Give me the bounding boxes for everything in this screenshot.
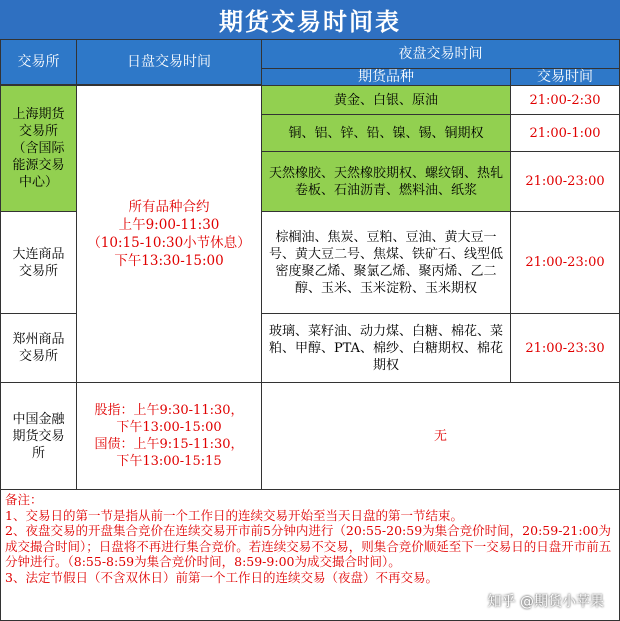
cffex-day-line-3: 国债：上午9:15-11:30， [94, 437, 244, 452]
day-session-common [76, 85, 262, 383]
zhengzhou-night-time: 21:00-23:30 [510, 313, 620, 383]
shanghai-night-time-1: 21:00-2:30 [510, 85, 620, 115]
dalian-night-varieties: 棕榈油、焦炭、豆粕、豆油、黄大豆一号、黄大豆二号、焦煤、铁矿石、线型低密度聚乙烯、聚氯乙烯、聚丙烯、乙二醇、玉米、玉米淀粉、玉米期权 [261, 211, 511, 314]
watermark: 知乎 @期货小苹果 [487, 594, 604, 610]
note-item-2: 2、夜盘交易的开盘集合竞价在连续交易开市前5分钟内进行（20:55-20:59为集合竞价时间，20:59-21:00为成交撮合时间）；日盘将不再进行集合竞价。若连续交易不交易，则集合竞价顺延至下一交易日的日盘开市前五分钟进行。（8:55-8:59为集合竞价时间，8:59-9:00为成交撮合时间）。 [5, 523, 612, 569]
cffex-day-line-4: 下午13:00-15:15 [116, 454, 222, 469]
exchange-cffex: 中国金融期货交易所 [0, 382, 77, 490]
header-exchange: 交易所 [0, 39, 77, 85]
exchange-shanghai: 上海期货交易所（含国际能源交易中心） [0, 85, 77, 212]
day-common-line-1: 所有品种合约 [128, 199, 210, 215]
note-item-3: 3、法定节假日（不含双休日）前第一个工作日的连续交易（夜盘）不再交易。 [5, 569, 438, 585]
shanghai-night-varieties-3: 天然橡胶、天然橡胶期权、螺纹钢、热轧卷板、石油沥青、燃料油、纸浆 [261, 151, 511, 212]
zhengzhou-night-varieties: 玻璃、菜籽油、动力煤、白糖、棉花、菜粕、甲醇、PTA、棉纱、白糖期权、棉花期权 [261, 313, 511, 383]
page-title: 期货交易时间表 [0, 0, 620, 39]
shanghai-night-time-3: 21:00-23:00 [510, 151, 620, 212]
header-night-session: 夜盘交易时间 [261, 39, 620, 69]
note-item-1: 1、交易日的第一节是指从前一个工作日的连续交易开始至当天日盘的第一节结束。 [5, 507, 463, 523]
shanghai-night-varieties-1: 黄金、白银、原油 [261, 85, 511, 115]
header-varieties: 期货品种 [261, 68, 511, 86]
dalian-night-time: 21:00-23:00 [510, 211, 620, 314]
shanghai-night-time-2: 21:00-1:00 [510, 114, 620, 152]
cffex-day-line-1: 股指：上午9:30-11:30， [94, 403, 244, 418]
day-common-line-2: 上午9:00-11:30 [118, 217, 220, 233]
exchange-dalian: 大连商品交易所 [0, 211, 77, 314]
exchange-zhengzhou: 郑州商品交易所 [0, 313, 77, 383]
shanghai-night-varieties-2: 铜、铝、锌、铅、镍、锡、铜期权 [261, 114, 511, 152]
header-trade-time: 交易时间 [510, 68, 620, 86]
notes-heading: 备注： [5, 492, 43, 507]
cffex-day-session [76, 382, 262, 490]
cffex-night-session: 无 [261, 382, 620, 490]
day-common-line-3: （10:15-10:30小节休息） [87, 235, 251, 251]
header-day-session: 日盘交易时间 [76, 39, 262, 85]
day-common-line-4: 下午13:30-15:00 [114, 253, 224, 269]
cffex-day-line-2: 下午13:00-15:00 [116, 420, 222, 435]
